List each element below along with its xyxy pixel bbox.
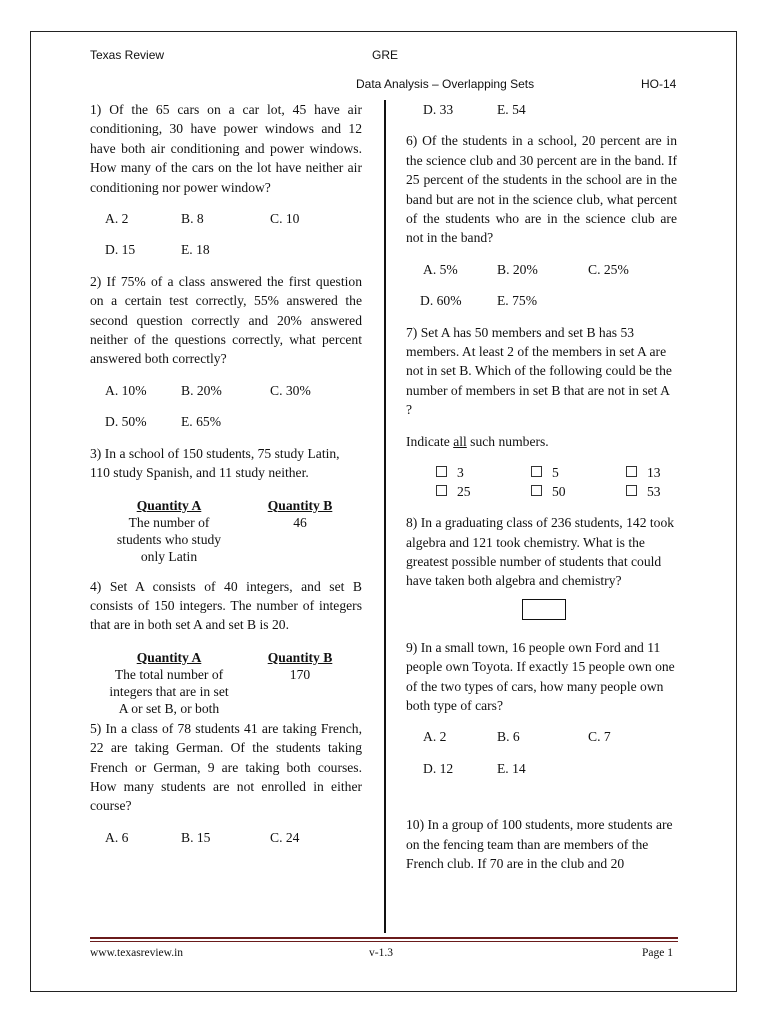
footer-rule (90, 941, 678, 942)
q1-option-c[interactable]: C. 10 (270, 211, 300, 227)
question-8: 8) In a graduating class of 236 students, 142 took algebra and 121 took chemistry. What is the greatest possible number of students that could have taken both algebra and chemistry? (406, 515, 675, 589)
q1-option-d[interactable]: D. 15 (105, 242, 136, 258)
q7-choice[interactable]: 25 (436, 482, 531, 501)
checkbox-icon[interactable] (436, 466, 447, 477)
q5-option-e[interactable]: E. 54 (497, 102, 526, 117)
q2-option-d[interactable]: D. 50% (105, 414, 147, 430)
q9-option-d[interactable]: D. 12 (423, 760, 454, 776)
q5-option-b[interactable]: B. 15 (181, 829, 211, 845)
q2-option-b[interactable]: B. 20% (181, 382, 222, 398)
q5-option-a[interactable]: A. 6 (105, 829, 129, 845)
q4-quantity-a-label: Quantity A (136, 649, 202, 665)
right-column (406, 100, 677, 873)
q7-instruction: Indicate all such numbers. (406, 433, 549, 449)
q1-option-e[interactable]: E. 18 (181, 242, 210, 258)
q1-option-b[interactable]: B. 8 (181, 211, 204, 227)
q7-choice[interactable]: 50 (531, 482, 626, 501)
q2-options-row2 (90, 412, 362, 431)
q6-options-row1 (406, 260, 677, 279)
header-subtitle: Data Analysis – Overlapping Sets (356, 77, 535, 91)
q4-quantity-a: The total number of integers that are in set A or set B, or both (109, 666, 229, 716)
checkbox-icon[interactable] (626, 466, 637, 477)
q5-options-row2 (406, 100, 677, 119)
checkbox-icon[interactable] (531, 466, 542, 477)
checkbox-icon[interactable] (436, 485, 447, 496)
q7-choice[interactable]: 5 (531, 463, 626, 482)
q2-option-c[interactable]: C. 30% (270, 382, 311, 398)
header-code: HO-14 (641, 77, 677, 91)
q5-option-c[interactable]: C. 24 (270, 829, 300, 845)
footer-rule (90, 937, 678, 939)
q9-option-b[interactable]: B. 6 (497, 729, 520, 745)
q9-option-c[interactable]: C. 7 (588, 729, 611, 745)
footer-website[interactable]: www.texasreview.in (90, 947, 184, 959)
q2-option-e[interactable]: E. 65% (181, 414, 222, 430)
header-publisher: Texas Review (90, 48, 165, 62)
q3-quantity-comparison (90, 497, 362, 565)
q6-option-d[interactable]: D. 60% (420, 293, 462, 309)
q9-options-row1 (406, 727, 677, 746)
q7-instruction-all: all (453, 433, 467, 449)
q4-quantity-b: 170 (289, 666, 311, 682)
question-6: 6) Of the students in a school, 20 percent are in the science club and 30 percent are in the band. If 25 percent of the students in the school are in the band but are not in the science club, what percent of the students who are in the science club are not in the band? (406, 133, 677, 246)
question-2: 2) If 75% of a class answered the first question on a certain test correctly, 55% answered the second question correctly and 20% answered neither of the questions correctly, what percent answered both correctly? (90, 273, 362, 367)
q3-quantity-b: 46 (293, 514, 307, 530)
q7-choices (436, 463, 677, 501)
q9-option-e[interactable]: E. 14 (497, 760, 526, 776)
q3-quantity-a: The number of students who study only Latin (116, 514, 222, 564)
q2-option-a[interactable]: A. 10% (105, 382, 147, 398)
question-9: 9) In a small town, 16 people own Ford and 11 people own Toyota. If exactly 15 people own one of the two types of cars, how many people own both type of cars? (406, 639, 675, 713)
footer-version: v-1.3 (369, 947, 393, 959)
question-3: 3) In a school of 150 students, 75 study Latin, 110 study Spanish, and 11 study neither. (90, 445, 340, 481)
checkbox-icon[interactable] (626, 485, 637, 496)
q7-choice[interactable]: 53 (626, 482, 686, 501)
checkbox-icon[interactable] (531, 485, 542, 496)
q1-option-a[interactable]: A. 2 (105, 211, 129, 227)
q9-option-a[interactable]: A. 2 (423, 729, 447, 745)
q6-option-a[interactable]: A. 5% (423, 261, 458, 277)
q5-options-row1 (90, 828, 362, 847)
q9-options-row2 (406, 759, 677, 778)
question-1: 1) Of the 65 cars on a car lot, 45 have air conditioning, 30 have power windows and 12 have both air conditioning and power windows. How many of the cars on the lot have neither air conditioning nor power window? (90, 102, 362, 195)
left-column (90, 100, 362, 847)
q4-quantity-b-label: Quantity B (267, 649, 333, 665)
q3-quantity-a-label: Quantity A (136, 497, 202, 513)
question-7: 7) Set A has 50 members and set B has 53 members. At least 2 of the members in set A are not in set B. Which of the following could be the number of members in set B that are not in set A ? (406, 324, 672, 418)
question-4: 4) Set A consists of 40 integers, and set B consists of 150 integers. The number of integers that are in both set A and set B is 20. (90, 578, 362, 633)
q5-option-d[interactable]: D. 33 (423, 102, 454, 117)
q1-options-row2 (90, 240, 362, 259)
q6-option-c[interactable]: C. 25% (588, 261, 629, 277)
q1-options-row1 (90, 209, 362, 228)
q7-choice[interactable]: 3 (436, 463, 531, 482)
q8-answer-box[interactable] (522, 599, 566, 620)
q2-options-row1 (90, 381, 362, 400)
question-10: 10) In a group of 100 students, more students are on the fencing team than are members of the French club. If 70 are in the club and 20 (406, 817, 673, 871)
q4-quantity-comparison (90, 649, 362, 717)
q7-choice[interactable]: 13 (626, 463, 686, 482)
question-5: 5) In a class of 78 students 41 are taking French, 22 are taking German. Of the students taking French or German, 9 are taking both courses. How many students are not enrolled in either course? (90, 720, 362, 814)
q6-option-b[interactable]: B. 20% (497, 261, 538, 277)
column-divider (384, 100, 386, 933)
footer-page-number: Page 1 (642, 947, 673, 959)
header-exam: GRE (372, 48, 399, 62)
q6-option-e[interactable]: E. 75% (497, 293, 538, 309)
q6-options-row2 (406, 291, 677, 310)
q3-quantity-b-label: Quantity B (267, 497, 333, 513)
